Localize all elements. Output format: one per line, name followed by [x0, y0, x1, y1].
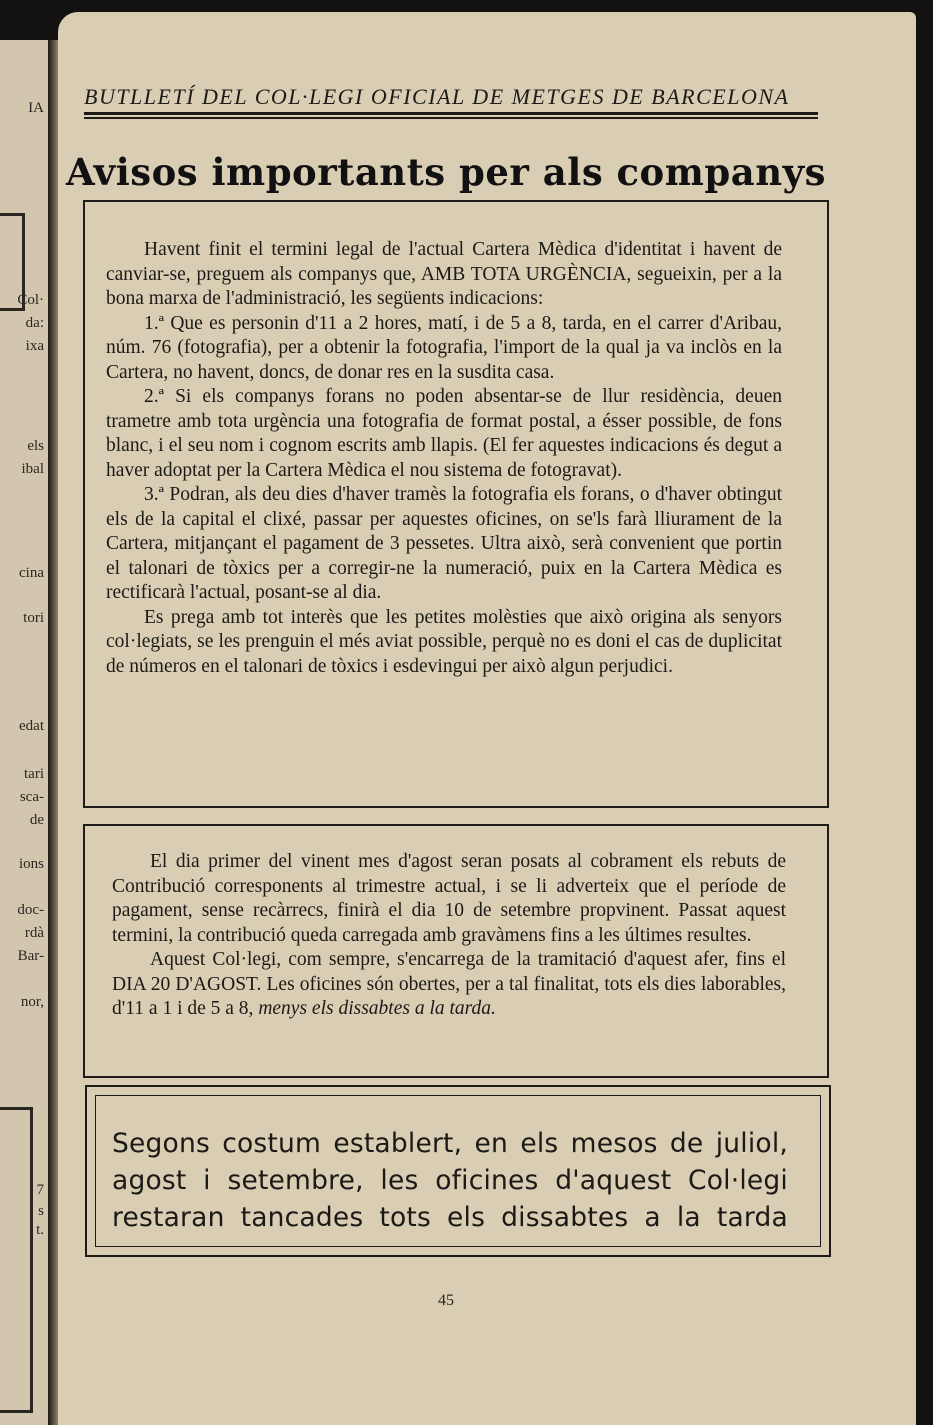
scan-edge-right — [916, 0, 933, 1425]
left-page-fragment: doc- — [17, 902, 44, 918]
notice-contribucio-para-2-main: Aquest Col·legi, com sempre, s'encarrega de la tramitació d'aquest afer, fins el DIA 20 D'AGOST. Les oficines són obertes, per a tal finalitat, tots els dies laborables, d'11 a 1 i de 5 a 8, — [112, 949, 786, 1019]
left-page-fragment: ibal — [21, 461, 44, 477]
notice-contribucio-para-1: El dia primer del vinent mes d'agost seran posats al cobrament els rebuts de Contribució corresponents al trimestre actual, i se li adverteix que el període de pagament, sense recàrrecs, finirà el dia 10 de setembre propvinent. Passat aquest termini, la contribució queda carregada amb gravàmens fins a les últimes resultes. — [112, 851, 786, 946]
left-page-fragment: s — [38, 1203, 44, 1219]
notice-cartera-item-3: 3.ª Podran, als deu dies d'haver tramès la fotografia els forans, o d'haver obtingut els de la capital el clixé, passar per aquestes oficines, on se'ls farà lliurament de la Cartera, mitjançant el pagament de 3 pessetes. Ultra això, serà convenient que portin el talonari de tòxics per a corregir-ne la numeració, puix en la Cartera Mèdica es rectificarà l'actual, posant-se al dia. — [106, 484, 782, 603]
notice-horari-line-1: Segons costum establert, en els mesos de juliol, — [112, 1128, 788, 1159]
left-page-fragment: nor, — [20, 994, 44, 1010]
left-page-fragment: de — [29, 812, 44, 828]
page-number: 45 — [438, 1292, 454, 1309]
left-page-fragment: IA — [28, 100, 44, 116]
notice-cartera-closing: Es prega amb tot interès que les petites molèsties que això origina als senyors col·legiats, se les prenguin el més aviat possible, perquè no es doni el cas de duplicitat de números en el talonari de tòxics i esdevingui per això algun perjudici. — [106, 606, 782, 677]
notice-cartera-item-1: 1.ª Que es personin d'11 a 2 hores, matí, i de 5 a 8, tarda, en el carrer d'Aribau, núm. 76 (fotografia), per a obtenir la fotografia, l'import de la qual ja va inclòs en la Cartera, no havent, doncs, de donar res en la susdita casa. — [106, 312, 782, 383]
left-page-fragment: 7 — [36, 1182, 44, 1198]
header-rule-thin — [84, 117, 818, 119]
left-page-fragment: edat — [19, 718, 44, 734]
bulletin-header: BUTLLETÍ DEL COL·LEGI OFICIAL DE METGES DE BARCELONA — [84, 84, 790, 109]
header-rule — [84, 112, 818, 115]
left-page-fragment: Bar- — [17, 948, 44, 964]
left-page-fragment: ions — [18, 856, 44, 872]
left-page-fragment: tari — [24, 766, 44, 782]
left-page-fragment: tori — [23, 610, 44, 626]
left-page-fragment: Col· — [17, 292, 44, 308]
left-page-box-fragment-lower — [0, 1107, 33, 1413]
left-page-fragment: t. — [36, 1222, 44, 1238]
notice-contribucio-para-2 — [112, 948, 786, 1022]
notice-cartera-intro: Havent finit el termini legal de l'actual Cartera Mèdica d'identitat i havent de canviar-se, preguem als companys que, AMB TOTA URGÈNCIA, segueixin, per a la bona marxa de l'administració, les següents indicacions: — [106, 239, 782, 309]
left-page-fragment: cina — [19, 565, 44, 581]
left-page-fragment: rdà — [24, 925, 44, 941]
notice-horari-line-3: restaran tancades tots els dissabtes a la tarda — [112, 1202, 788, 1233]
notice-contribucio-text — [112, 850, 786, 1022]
notice-contribucio-para-2-italic: menys els dissabtes a la tarda. — [258, 998, 496, 1019]
notice-cartera-text — [106, 238, 782, 679]
left-page-fragment: sca- — [19, 789, 44, 805]
page-title: Avisos importants per als companys — [66, 150, 826, 194]
left-page-margin — [0, 40, 52, 1425]
left-page-fragment: da: — [25, 315, 44, 331]
notice-horari-text — [112, 1125, 788, 1236]
notice-horari-line-2: agost i setembre, les oficines d'aquest Col·legi — [112, 1165, 788, 1196]
left-page-fragment: ixa — [25, 338, 44, 354]
left-page-fragment: els — [27, 438, 44, 454]
notice-cartera-item-2: 2.ª Si els companys forans no poden absentar-se de llur residència, deuen trametre amb tota urgència una fotografia de format postal, a ésser possible, de fons blanc, i el seu nom i cognom escrits amb llapis. (El fer aquestes indicacions és degut a haver adoptat per la Cartera Mèdica el nou sistema de fotogravat). — [106, 386, 782, 481]
